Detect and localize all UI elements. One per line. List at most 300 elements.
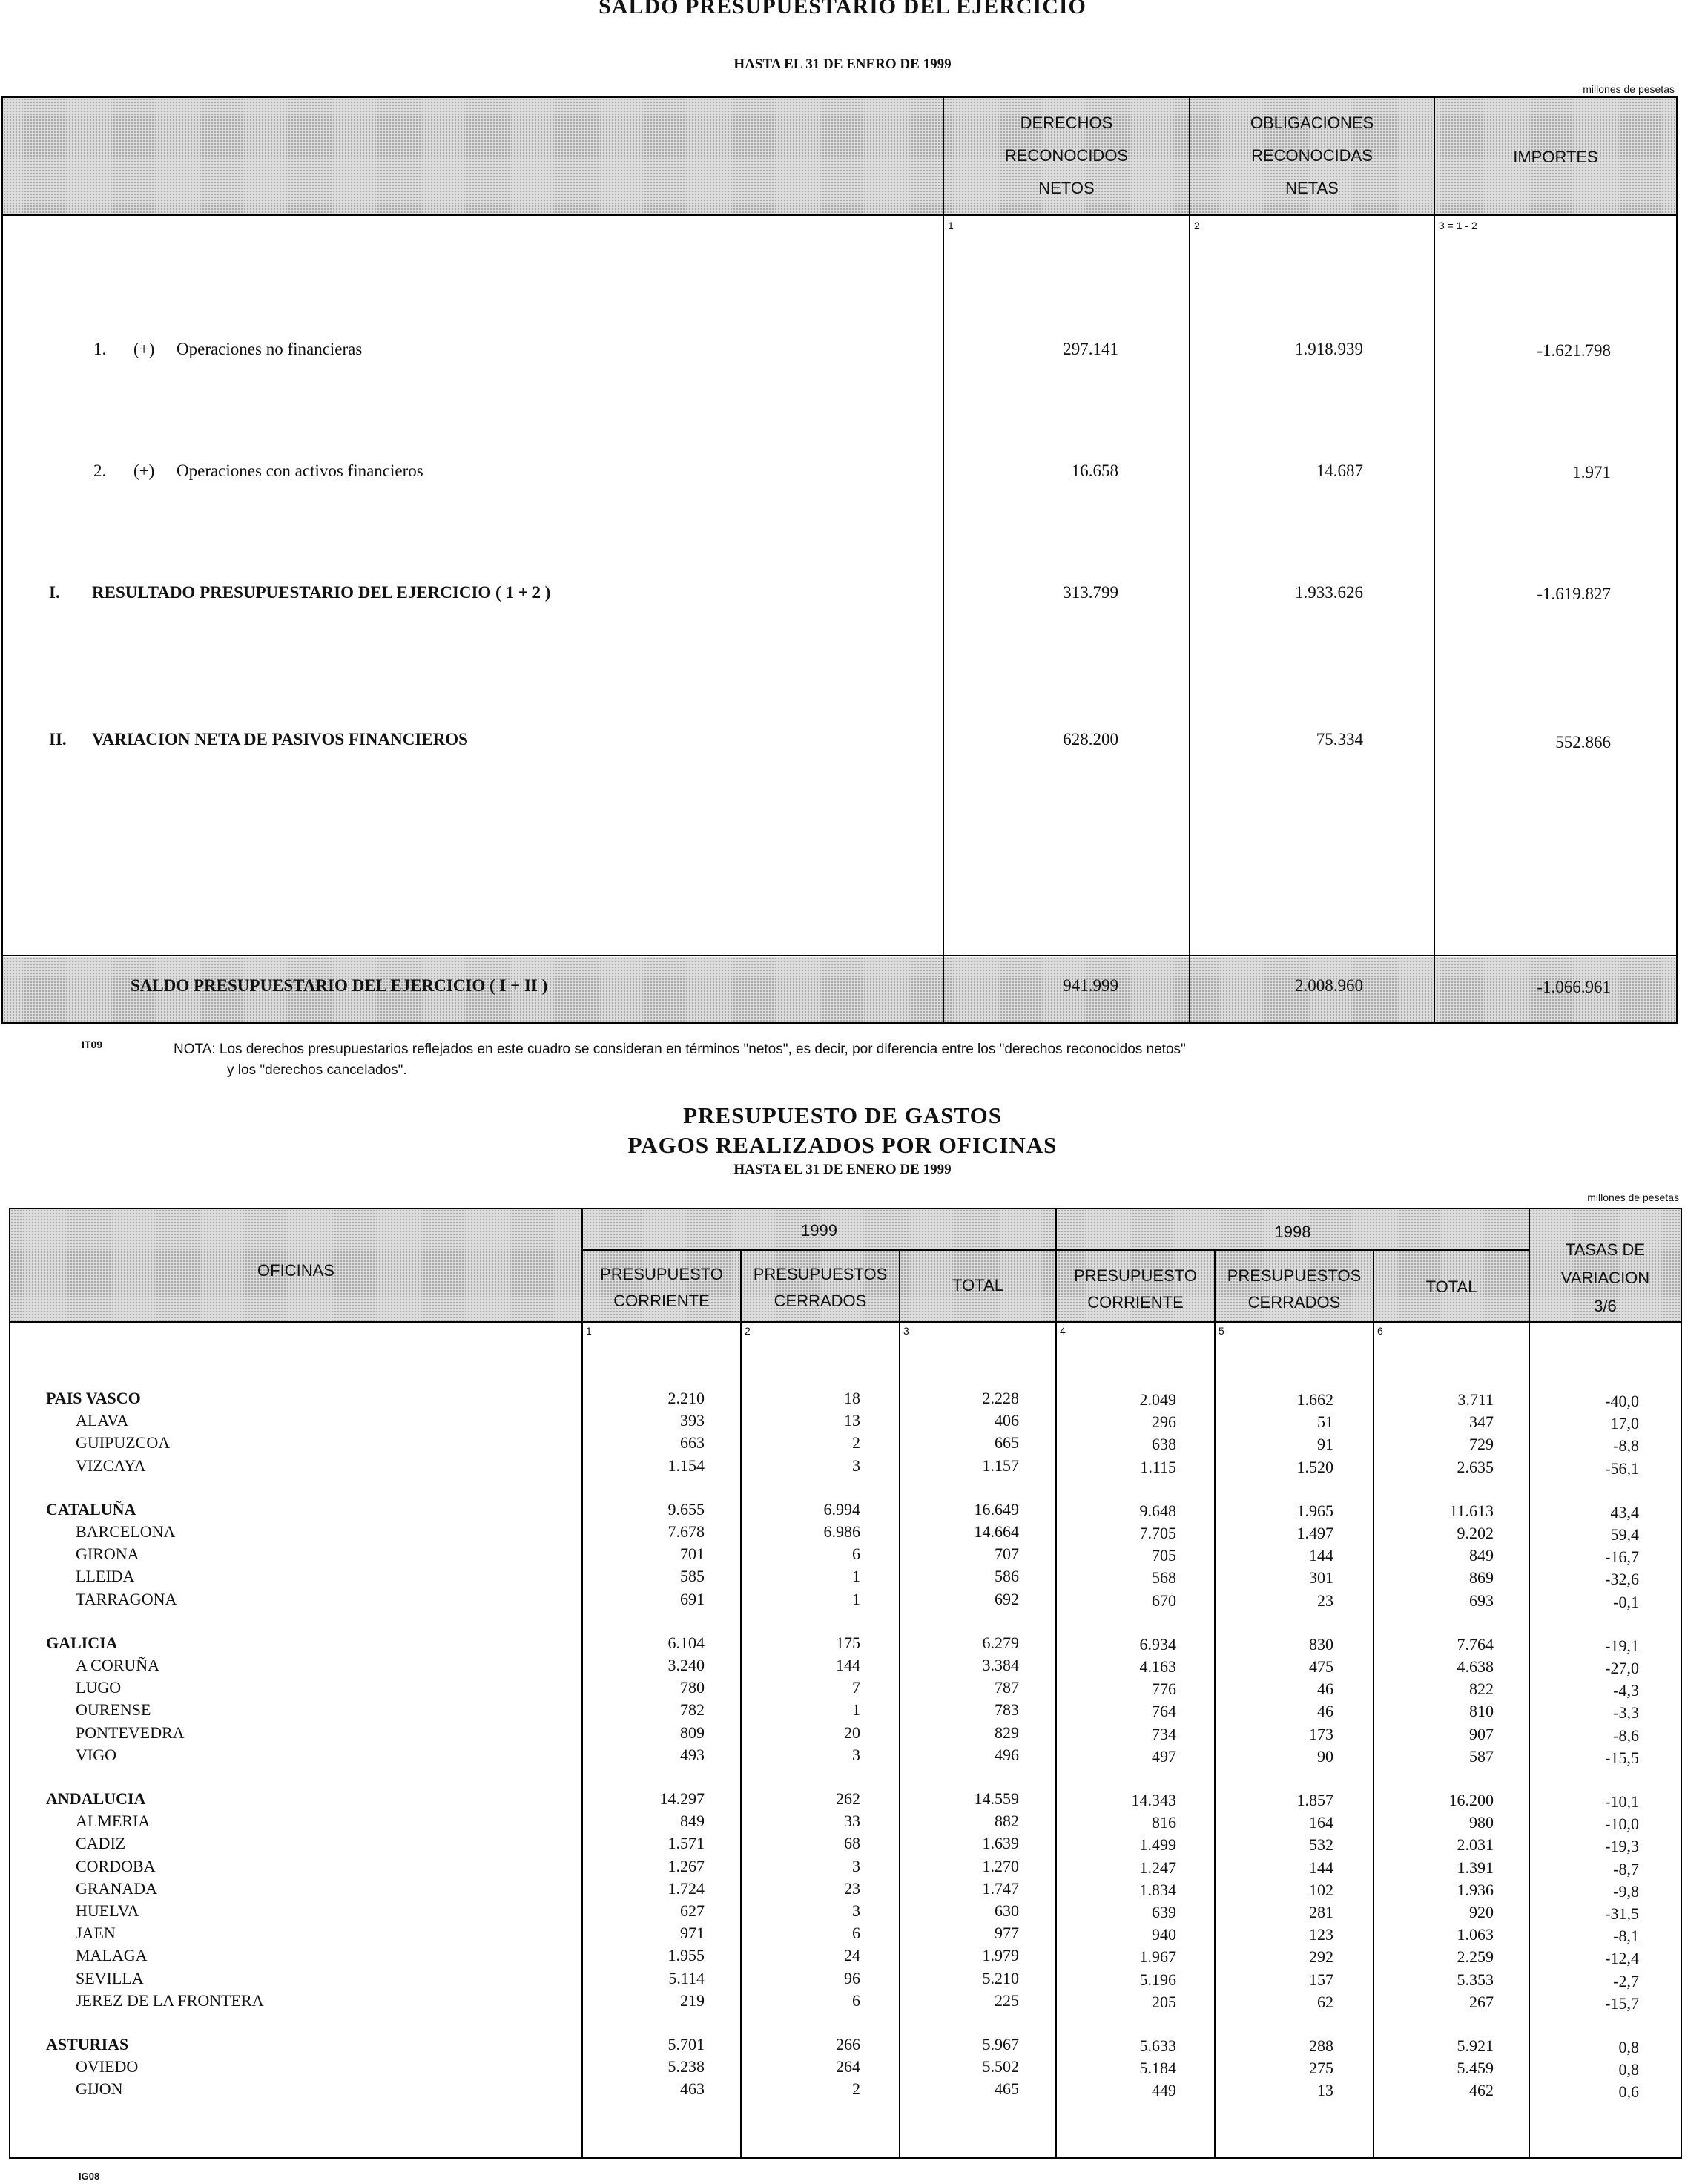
total-obligaciones: 2.008.960	[1295, 976, 1363, 995]
header-line: TASAS DE	[1565, 1240, 1646, 1259]
t2-vline	[1373, 1249, 1374, 2159]
value-cell: -8,1	[1613, 1927, 1639, 1946]
office-name: VIZCAYA	[76, 1456, 146, 1475]
col-number: 6	[1377, 1325, 1383, 1337]
office-name: PAIS VASCO	[46, 1389, 141, 1407]
value-cell: 1.247	[1139, 1858, 1176, 1877]
value-cell: 585	[680, 1567, 705, 1586]
row-derechos: 628.200	[1063, 730, 1118, 749]
value-cell: 532	[1309, 1835, 1333, 1855]
value-cell: 102	[1309, 1880, 1333, 1899]
header-derechos-line1: DERECHOS	[1020, 114, 1113, 132]
value-cell: 465	[995, 2079, 1019, 2099]
header-derechos	[944, 107, 1189, 205]
value-cell: 665	[995, 1433, 1019, 1453]
value-cell: 6	[852, 1990, 860, 2010]
value-cell: 91	[1317, 1435, 1333, 1454]
value-cell: 1.267	[667, 1856, 705, 1875]
value-cell: 5.196	[1139, 1970, 1176, 1989]
value-cell: 1.157	[982, 1456, 1019, 1475]
value-cell: 705	[1152, 1546, 1176, 1565]
header-line: PRESUPUESTOS	[1227, 1266, 1362, 1285]
office-name: GRANADA	[76, 1878, 157, 1898]
office-name: VIGO	[76, 1745, 116, 1764]
col-number: 2	[1194, 220, 1200, 231]
value-cell: 43,4	[1610, 1502, 1639, 1522]
value-cell: -2,7	[1613, 1971, 1639, 1990]
table2-header-divider	[9, 1321, 1682, 1323]
value-cell: 225	[995, 1990, 1019, 2010]
row-number: II.	[49, 730, 67, 749]
office-name: OURENSE	[76, 1700, 151, 1720]
value-cell: -8,8	[1613, 1436, 1639, 1456]
office-name: CORDOBA	[76, 1856, 156, 1875]
value-cell: 1.499	[1139, 1835, 1176, 1855]
value-cell: 971	[680, 1924, 705, 1943]
header-line: PRESUPUESTO	[1074, 1266, 1197, 1285]
value-cell: 493	[680, 1745, 705, 1764]
value-cell: 20	[844, 1723, 860, 1742]
row-importes: 1.971	[1572, 463, 1611, 481]
header-line: CORRIENTE	[613, 1292, 710, 1310]
value-cell: 2.049	[1139, 1390, 1176, 1409]
value-cell: -0,1	[1613, 1592, 1639, 1611]
value-cell: 157	[1309, 1970, 1333, 1989]
office-name: BARCELONA	[76, 1522, 176, 1541]
row-label: RESULTADO PRESUPUESTARIO DEL EJERCICIO ( 1 + 2 )	[92, 583, 551, 602]
value-cell: 16.649	[974, 1499, 1019, 1519]
value-cell: 301	[1309, 1568, 1333, 1588]
office-name: ASTURIAS	[46, 2035, 129, 2053]
office-name: GUIPUZCOA	[76, 1433, 171, 1453]
value-cell: 23	[844, 1878, 860, 1898]
value-cell: 1.497	[1296, 1524, 1333, 1542]
value-cell: 5.502	[982, 2057, 1019, 2076]
value-cell: 1.391	[1457, 1858, 1494, 1877]
value-cell: 14.343	[1131, 1791, 1176, 1809]
value-cell: 638	[1152, 1435, 1176, 1454]
value-cell: 639	[1152, 1903, 1176, 1921]
value-cell: 1.834	[1139, 1880, 1176, 1899]
value-cell: 2.259	[1457, 1947, 1494, 1967]
header-presupuestos-cerrados-1999	[742, 1261, 899, 1315]
office-name: SEVILLA	[76, 1968, 144, 1987]
office-name: CADIZ	[76, 1834, 126, 1853]
header-tasas-variacion	[1530, 1236, 1681, 1320]
value-cell: 734	[1152, 1724, 1176, 1743]
header-obligaciones-line1: OBLIGACIONES	[1250, 114, 1374, 132]
value-cell: 18	[844, 1389, 860, 1407]
value-cell: 1.115	[1140, 1457, 1176, 1476]
total-importes: -1.066.961	[1537, 978, 1611, 996]
value-cell: 693	[1469, 1591, 1494, 1610]
header-line: CERRADOS	[1247, 1293, 1341, 1312]
value-cell: 205	[1152, 1992, 1176, 2011]
value-cell: 6	[852, 1924, 860, 1943]
value-cell: 46	[1317, 1680, 1333, 1699]
value-cell: -8,7	[1613, 1859, 1639, 1878]
value-cell: 1.965	[1296, 1501, 1333, 1520]
col-number: 5	[1219, 1325, 1224, 1337]
value-cell: 275	[1309, 2059, 1333, 2078]
value-cell: 692	[995, 1589, 1019, 1608]
header-presupuesto-corriente-1998	[1057, 1263, 1214, 1316]
value-cell: 3.240	[667, 1656, 705, 1674]
value-cell: 776	[1152, 1680, 1176, 1699]
value-cell: -10,1	[1605, 1792, 1639, 1811]
header-total-1998: TOTAL	[1425, 1277, 1477, 1296]
office-name: JAEN	[76, 1924, 116, 1943]
office-name: LUGO	[76, 1678, 122, 1697]
value-cell: 707	[995, 1545, 1019, 1564]
header-obligaciones-line3: NETAS	[1285, 179, 1339, 197]
value-cell: 46	[1317, 1702, 1333, 1721]
value-cell: 475	[1309, 1657, 1333, 1676]
value-cell: -8,6	[1613, 1726, 1639, 1745]
table1-frame	[1, 96, 1678, 1024]
value-cell: 3.384	[982, 1656, 1019, 1674]
value-cell: 822	[1469, 1680, 1494, 1699]
value-cell: 1.936	[1457, 1880, 1494, 1899]
value-cell: 0,8	[1618, 2060, 1639, 2079]
value-cell: 3	[852, 1856, 860, 1875]
value-cell: 24	[844, 1946, 860, 1965]
office-name: ALAVA	[76, 1411, 129, 1430]
value-cell: 1.270	[982, 1856, 1019, 1875]
value-cell: 296	[1152, 1412, 1176, 1432]
value-cell: 6.934	[1139, 1634, 1176, 1654]
office-name: CATALUÑA	[46, 1499, 136, 1519]
row-number: 1.	[93, 340, 107, 358]
value-cell: 829	[995, 1723, 1019, 1742]
header-presupuesto-corriente-1999	[583, 1261, 740, 1315]
value-cell: 6.994	[823, 1499, 860, 1519]
value-cell: 262	[836, 1789, 860, 1808]
table2-subtitle: HASTA EL 31 DE ENERO DE 1999	[733, 1162, 952, 1177]
value-cell: 1.571	[667, 1834, 705, 1853]
value-cell: 144	[1309, 1546, 1333, 1565]
value-cell: 90	[1317, 1746, 1333, 1766]
row-obligaciones: 1.918.939	[1295, 340, 1363, 358]
value-cell: 816	[1152, 1813, 1176, 1832]
table1-subtitle: HASTA EL 31 DE ENERO DE 1999	[733, 56, 952, 72]
value-cell: 14.559	[974, 1789, 1019, 1808]
office-name: GIRONA	[76, 1545, 139, 1564]
value-cell: 7.678	[667, 1522, 705, 1541]
office-name: GIJON	[76, 2079, 123, 2099]
value-cell: 267	[1469, 1992, 1494, 2011]
header-line: CERRADOS	[774, 1292, 867, 1310]
value-cell: 586	[995, 1567, 1019, 1586]
header-derechos-line2: RECONOCIDOS	[1004, 146, 1129, 165]
value-cell: 782	[680, 1700, 705, 1720]
value-cell: 810	[1469, 1702, 1494, 1721]
value-cell: 1.662	[1296, 1390, 1333, 1409]
value-cell: 96	[844, 1968, 860, 1987]
table1-code: IT09	[82, 1039, 103, 1050]
table1-col-divider-1	[943, 96, 944, 1024]
value-cell: -3,3	[1613, 1703, 1639, 1723]
value-cell: -15,5	[1605, 1748, 1639, 1767]
value-cell: 462	[1469, 2081, 1494, 2100]
col-number: 3	[903, 1325, 909, 1337]
value-cell: 0,6	[1618, 2082, 1639, 2102]
t2-vline	[1055, 1208, 1057, 2159]
value-cell: 6	[852, 1545, 860, 1564]
value-cell: 11.613	[1449, 1501, 1494, 1520]
value-cell: 1.639	[982, 1834, 1019, 1853]
header-obligaciones-line2: RECONOCIDAS	[1251, 146, 1373, 165]
header-presupuestos-cerrados-1998	[1216, 1263, 1373, 1316]
value-cell: 59,4	[1610, 1525, 1639, 1544]
value-cell: 4.163	[1139, 1657, 1176, 1676]
value-cell: 670	[1152, 1591, 1176, 1610]
value-cell: -10,0	[1605, 1815, 1639, 1834]
value-cell: 3	[852, 1456, 860, 1475]
value-cell: 5.459	[1457, 2059, 1494, 2078]
header-importes: IMPORTES	[1513, 148, 1598, 166]
value-cell: 62	[1317, 1992, 1333, 2011]
value-cell: 33	[844, 1812, 860, 1831]
row-derechos: 297.141	[1063, 340, 1118, 358]
value-cell: -27,0	[1605, 1659, 1639, 1677]
value-cell: 5.921	[1457, 2036, 1494, 2055]
value-cell: -4,3	[1613, 1681, 1639, 1700]
value-cell: 1.724	[667, 1878, 705, 1898]
office-name: JEREZ DE LA FRONTERA	[76, 1990, 264, 2010]
value-cell: 1.955	[667, 1946, 705, 1965]
row-derechos: 313.799	[1063, 583, 1118, 602]
header-line: 3/6	[1594, 1297, 1617, 1315]
table2-unit: millones de pesetas	[1587, 1191, 1679, 1203]
total-derechos: 941.999	[1063, 976, 1118, 995]
row-derechos: 16.658	[1071, 461, 1118, 480]
table1-total-divider	[1, 955, 1678, 956]
value-cell: 907	[1469, 1724, 1494, 1743]
value-cell: 0,8	[1618, 2038, 1639, 2056]
value-cell: 849	[680, 1812, 705, 1831]
value-cell: 882	[995, 1812, 1019, 1831]
header-total-1999: TOTAL	[952, 1276, 1003, 1295]
header-year-1999: 1999	[801, 1221, 837, 1240]
value-cell: 23	[1317, 1591, 1333, 1610]
table2-code: IG08	[79, 2171, 100, 2182]
row-number: 2.	[93, 461, 107, 480]
value-cell: 6.986	[823, 1522, 860, 1541]
header-derechos-line3: NETOS	[1038, 179, 1095, 197]
value-cell: 787	[995, 1678, 1019, 1697]
value-cell: 9.655	[667, 1499, 705, 1519]
header-oficinas: OFICINAS	[257, 1261, 334, 1280]
value-cell: 14.297	[659, 1789, 705, 1808]
value-cell: 7.764	[1457, 1634, 1494, 1654]
total-label: SALDO PRESUPUESTARIO DEL EJERCICIO ( I + II )	[131, 976, 548, 995]
table1-col-divider-2	[1189, 96, 1190, 1024]
value-cell: 2.635	[1457, 1457, 1494, 1476]
value-cell: 1	[852, 1589, 860, 1608]
value-cell: 13	[1317, 2081, 1333, 2100]
value-cell: 1.979	[982, 1946, 1019, 1965]
value-cell: -9,8	[1613, 1881, 1639, 1901]
value-cell: 393	[680, 1411, 705, 1430]
value-cell: 68	[844, 1834, 860, 1853]
value-cell: 2.228	[982, 1389, 1019, 1407]
value-cell: 809	[680, 1723, 705, 1742]
value-cell: 123	[1309, 1925, 1333, 1944]
office-name: ALMERIA	[76, 1812, 151, 1831]
value-cell: 288	[1309, 2036, 1333, 2055]
value-cell: 173	[1309, 1724, 1333, 1743]
col-number: 3 = 1 - 2	[1439, 220, 1477, 231]
value-cell: 691	[680, 1589, 705, 1608]
value-cell: 1.747	[982, 1878, 1019, 1898]
col-number: 2	[745, 1325, 751, 1337]
value-cell: 175	[836, 1633, 860, 1652]
value-cell: 5.967	[982, 2035, 1019, 2053]
value-cell: 780	[680, 1678, 705, 1697]
value-cell: 5.353	[1457, 1970, 1494, 1989]
table1-unit: millones de pesetas	[1583, 83, 1675, 95]
value-cell: 17,0	[1610, 1414, 1639, 1433]
col-number: 1	[586, 1325, 592, 1337]
row-label: Operaciones no financieras	[177, 340, 363, 358]
value-cell: 1.154	[667, 1456, 705, 1475]
value-cell: 497	[1152, 1746, 1176, 1766]
value-cell: 9.648	[1139, 1501, 1176, 1520]
value-cell: 1.967	[1139, 1947, 1176, 1967]
office-name: OVIEDO	[76, 2057, 139, 2076]
value-cell: -12,4	[1605, 1949, 1639, 1968]
row-importes: 552.866	[1555, 733, 1611, 751]
value-cell: 3	[852, 1901, 860, 1920]
value-cell: 568	[1152, 1568, 1176, 1588]
value-cell: 9.202	[1457, 1524, 1494, 1542]
value-cell: 1	[852, 1700, 860, 1720]
value-cell: 7.705	[1139, 1524, 1176, 1542]
value-cell: 5.184	[1139, 2059, 1176, 2078]
value-cell: 920	[1469, 1903, 1494, 1921]
row-label: Operaciones con activos financieros	[177, 461, 423, 480]
row-obligaciones: 1.933.626	[1295, 583, 1363, 602]
value-cell: 144	[1309, 1858, 1333, 1877]
table1-title: SALDO PRESUPUESTARIO DEL EJERCICIO	[599, 0, 1086, 19]
header-line: CORRIENTE	[1087, 1293, 1184, 1312]
col-number: 1	[948, 220, 954, 231]
header-line: VARIACION	[1560, 1269, 1650, 1287]
office-name: ANDALUCIA	[46, 1789, 146, 1808]
value-cell: 5.210	[982, 1968, 1019, 1987]
value-cell: 292	[1309, 1947, 1333, 1967]
value-cell: 701	[680, 1545, 705, 1564]
table1-col-divider-3	[1434, 96, 1435, 1024]
value-cell: 347	[1469, 1412, 1494, 1432]
value-cell: 587	[1469, 1746, 1494, 1766]
value-cell: 406	[995, 1411, 1019, 1430]
value-cell: 1	[852, 1567, 860, 1586]
value-cell: 869	[1469, 1568, 1494, 1588]
value-cell: 980	[1469, 1813, 1494, 1832]
header-obligaciones	[1190, 107, 1434, 205]
nota-line1: NOTA: Los derechos presupuestarios reflejados en este cuadro se consideran en términos "netos", es decir, por diferencia entre los "derechos reconocidos netos"	[174, 1042, 1186, 1057]
value-cell: 940	[1152, 1925, 1176, 1944]
value-cell: 281	[1309, 1903, 1333, 1921]
value-cell: 6.104	[667, 1633, 705, 1652]
value-cell: 13	[844, 1411, 860, 1430]
value-cell: 5.633	[1139, 2036, 1176, 2055]
row-importes: -1.621.798	[1537, 341, 1611, 360]
value-cell: -32,6	[1605, 1570, 1639, 1589]
value-cell: 5.114	[668, 1968, 705, 1987]
value-cell: -16,7	[1605, 1547, 1639, 1567]
row-obligaciones: 14.687	[1316, 461, 1363, 480]
value-cell: 2.210	[667, 1389, 705, 1407]
value-cell: -56,1	[1605, 1458, 1639, 1478]
row-sign: (+)	[133, 340, 155, 358]
value-cell: 630	[995, 1901, 1019, 1920]
value-cell: 2	[852, 2079, 860, 2099]
office-name: TARRAGONA	[76, 1589, 177, 1608]
value-cell: 266	[836, 2035, 860, 2053]
value-cell: 729	[1469, 1435, 1494, 1454]
row-sign: (+)	[133, 461, 155, 480]
value-cell: -15,7	[1605, 1993, 1639, 2013]
value-cell: 977	[995, 1924, 1019, 1943]
office-name: GALICIA	[46, 1633, 118, 1652]
value-cell: 449	[1152, 2081, 1176, 2100]
value-cell: -19,3	[1605, 1837, 1639, 1856]
value-cell: 830	[1309, 1634, 1333, 1654]
value-cell: 627	[680, 1901, 705, 1920]
value-cell: 783	[995, 1700, 1019, 1720]
row-number: I.	[49, 583, 60, 602]
col-number: 4	[1060, 1325, 1066, 1337]
value-cell: 219	[680, 1990, 705, 2010]
value-cell: 3.711	[1457, 1390, 1494, 1409]
row-importes: -1.619.827	[1537, 585, 1611, 603]
value-cell: 5.701	[667, 2035, 705, 2053]
value-cell: 1.063	[1457, 1925, 1494, 1944]
table2-title2: PAGOS REALIZADOS POR OFICINAS	[627, 1132, 1058, 1158]
header-line: PRESUPUESTOS	[753, 1265, 888, 1283]
value-cell: 264	[836, 2057, 860, 2076]
value-cell: 764	[1152, 1702, 1176, 1721]
value-cell: 6.279	[982, 1633, 1019, 1652]
value-cell: 144	[836, 1656, 860, 1674]
value-cell: 2.031	[1457, 1835, 1494, 1855]
value-cell: 663	[680, 1433, 705, 1453]
office-name: A CORUÑA	[76, 1656, 160, 1674]
value-cell: 14.664	[974, 1522, 1019, 1541]
header-year-1998: 1998	[1274, 1223, 1311, 1241]
value-cell: 5.238	[667, 2057, 705, 2076]
row-label: VARIACION NETA DE PASIVOS FINANCIEROS	[92, 730, 468, 749]
row-obligaciones: 75.334	[1316, 730, 1363, 749]
value-cell: 7	[852, 1678, 860, 1697]
value-cell: 16.200	[1448, 1791, 1494, 1809]
value-cell: 3	[852, 1745, 860, 1764]
header-line: PRESUPUESTO	[600, 1265, 723, 1283]
value-cell: 164	[1309, 1813, 1333, 1832]
office-name: MALAGA	[76, 1946, 148, 1965]
value-cell: 463	[680, 2079, 705, 2099]
value-cell: 496	[995, 1745, 1019, 1764]
value-cell: 2	[852, 1433, 860, 1453]
office-name: PONTEVEDRA	[76, 1723, 185, 1742]
value-cell: -19,1	[1605, 1636, 1639, 1655]
value-cell: 4.638	[1457, 1657, 1494, 1676]
t2-vline	[581, 1208, 583, 2159]
nota-line2: y los "derechos cancelados".	[227, 1062, 407, 1078]
